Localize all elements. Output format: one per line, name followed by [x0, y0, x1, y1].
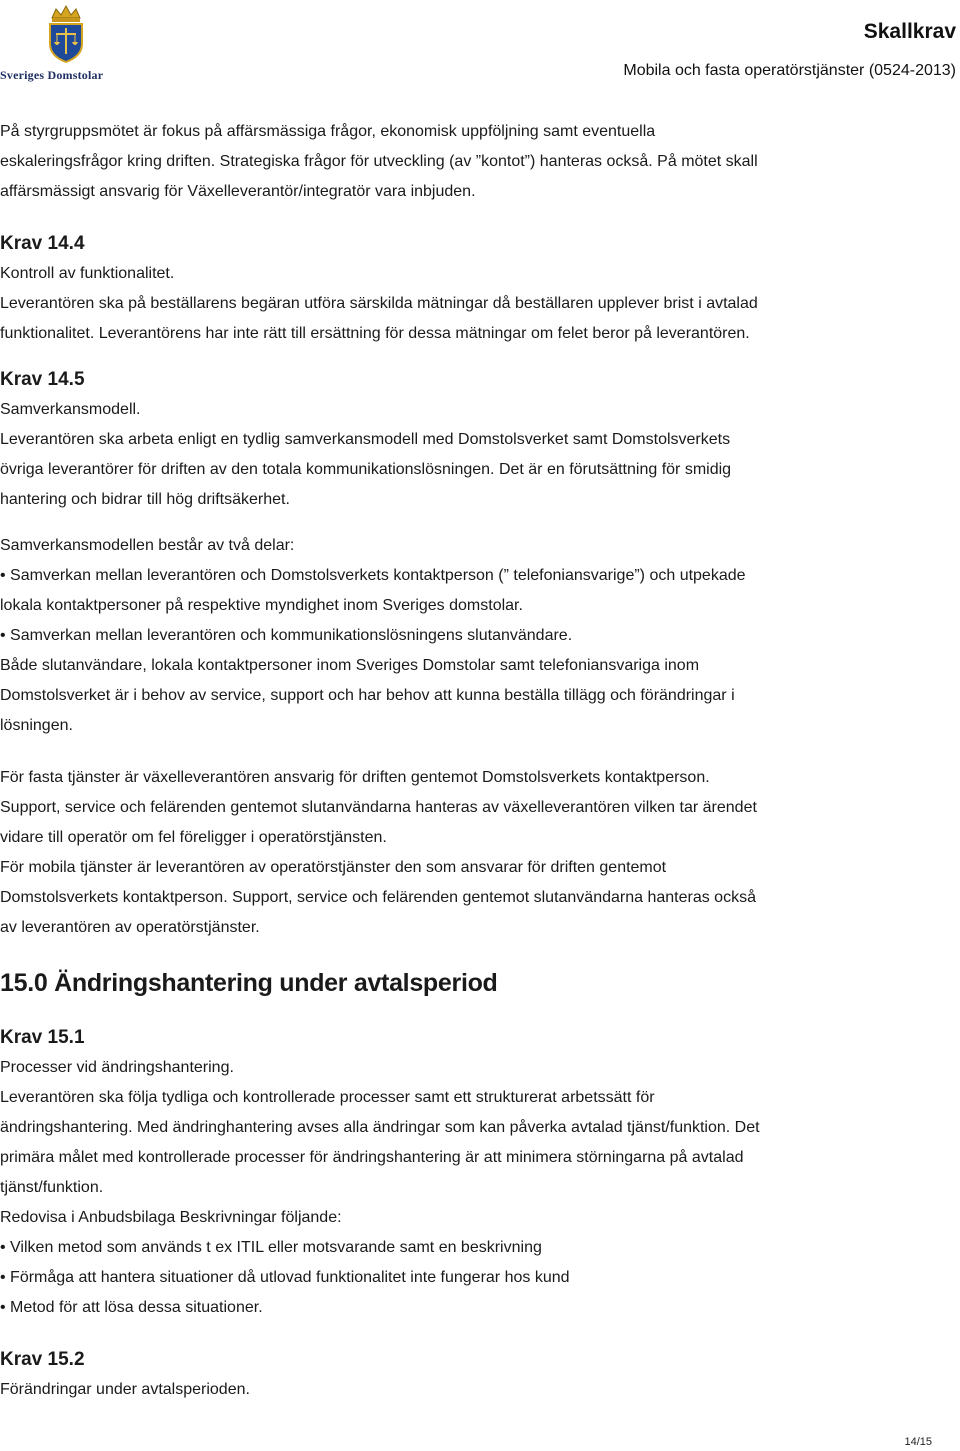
page-header — [0, 0, 960, 95]
paragraph-line: lösningen. — [0, 717, 73, 734]
paragraph-line: tjänst/funktion. — [0, 1179, 104, 1196]
paragraph-line: Domstolsverket är i behov av service, support och har behov att kunna beställa tillägg och förändringar i — [0, 687, 735, 704]
paragraph-line: Support, service och felärenden gentemot slutanvändarna hanteras av växelleverantören vilken tar ärendet — [0, 799, 757, 816]
logo-text: Sveriges Domstolar — [0, 68, 104, 82]
bullet-item: • Samverkan mellan leverantören och kommunikationslösningens slutanvändare. — [0, 621, 950, 651]
paragraph-line: För mobila tjänster är leverantören av operatörstjänster den som ansvarar för driften gentemot — [0, 859, 667, 876]
sveriges-domstolar-logo — [0, 4, 132, 84]
bullet-item: • Vilken metod som används t ex ITIL eller motsvarande samt en beskrivning — [0, 1233, 950, 1263]
paragraph-line: eskaleringsfrågor kring driften. Strategiska frågor för utveckling (av ”kontot”) hanteras också. På mötet skall — [0, 153, 758, 170]
paragraph-line: primära målet med kontrollerade processer för ändringshantering är att minimera störningarna på avtalad — [0, 1149, 744, 1166]
bullet-item: • Förmåga att hantera situationer då utlovad funktionalitet inte fungerar hos kund — [0, 1263, 950, 1293]
page-number: 14/15 — [904, 1436, 932, 1448]
bullet-item: • Samverkan mellan leverantören och Domstolsverkets kontaktperson (” telefoniansvarige”) och utpekade — [0, 561, 950, 591]
krav-heading: Krav 15.1 — [0, 1027, 85, 1048]
paragraph-line: Både slutanvändare, lokala kontaktpersoner inom Sveriges Domstolar samt telefoniansvariga inom — [0, 657, 700, 674]
paragraph-line: För fasta tjänster är växelleverantören ansvarig för driften gentemot Domstolsverkets kontaktperson. — [0, 769, 710, 786]
krav-heading: Krav 15.2 — [0, 1349, 85, 1370]
paragraph-line: På styrgruppsmötet är fokus på affärsmässiga frågor, ekonomisk uppföljning samt eventuella — [0, 123, 656, 140]
document-title: Skallkrav — [863, 20, 956, 43]
section-heading: 15.0 Ändringshantering under avtalsperiod — [0, 969, 498, 997]
paragraph-line: Leverantören ska på beställarens begäran utföra särskilda mätningar då beställaren upplever brist i avtalad — [0, 295, 758, 312]
paragraph-line: Leverantören ska följa tydliga och kontrollerade processer samt ett strukturerat arbetssätt för — [0, 1089, 655, 1106]
document-subtitle: Mobila och fasta operatörstjänster (0524-2013) — [623, 62, 956, 79]
paragraph-line: Domstolsverkets kontaktperson. Support, service och felärenden gentemot slutanvändarna hanteras också — [0, 889, 756, 906]
paragraph-line: Samverkansmodellen består av två delar: — [0, 537, 295, 554]
paragraph-line: lokala kontaktpersoner på respektive myndighet inom Sveriges domstolar. — [0, 597, 523, 614]
krav-title: Processer vid ändringshantering. — [0, 1059, 234, 1076]
krav-title: Samverkansmodell. — [0, 401, 141, 418]
krav-heading: Krav 14.5 — [0, 369, 85, 390]
paragraph-line: Leverantören ska arbeta enligt en tydlig samverkansmodell med Domstolsverket samt Domstolsverkets — [0, 431, 731, 448]
paragraph-line: funktionalitet. Leverantörens har inte rätt till ersättning för dessa mätningar om felet beror på leverantören. — [0, 325, 750, 342]
document-body — [0, 117, 950, 1405]
krav-title: Kontroll av funktionalitet. — [0, 265, 175, 282]
krav-title: Förändringar under avtalsperioden. — [0, 1381, 250, 1398]
paragraph-line: av leverantören av operatörstjänster. — [0, 919, 260, 936]
paragraph-line: affärsmässigt ansvarig för Växelleverantör/integratör vara inbjuden. — [0, 183, 476, 200]
paragraph-line: hantering och bidrar till hög driftsäkerhet. — [0, 491, 290, 508]
paragraph-line: Redovisa i Anbudsbilaga Beskrivningar följande: — [0, 1209, 342, 1226]
crown-shield-icon — [44, 4, 88, 64]
paragraph-line: övriga leverantörer för driften av den totala kommunikationslösningen. Det är en förutsättning för smidig — [0, 461, 732, 478]
krav-heading: Krav 14.4 — [0, 233, 85, 254]
bullet-item: • Metod för att lösa dessa situationer. — [0, 1293, 950, 1323]
paragraph-line: ändringshantering. Med ändringhantering avses alla ändringar som kan påverka avtalad tjänst/funktion. Det — [0, 1119, 760, 1136]
paragraph-line: vidare till operatör om fel föreligger i operatörstjänsten. — [0, 829, 387, 846]
